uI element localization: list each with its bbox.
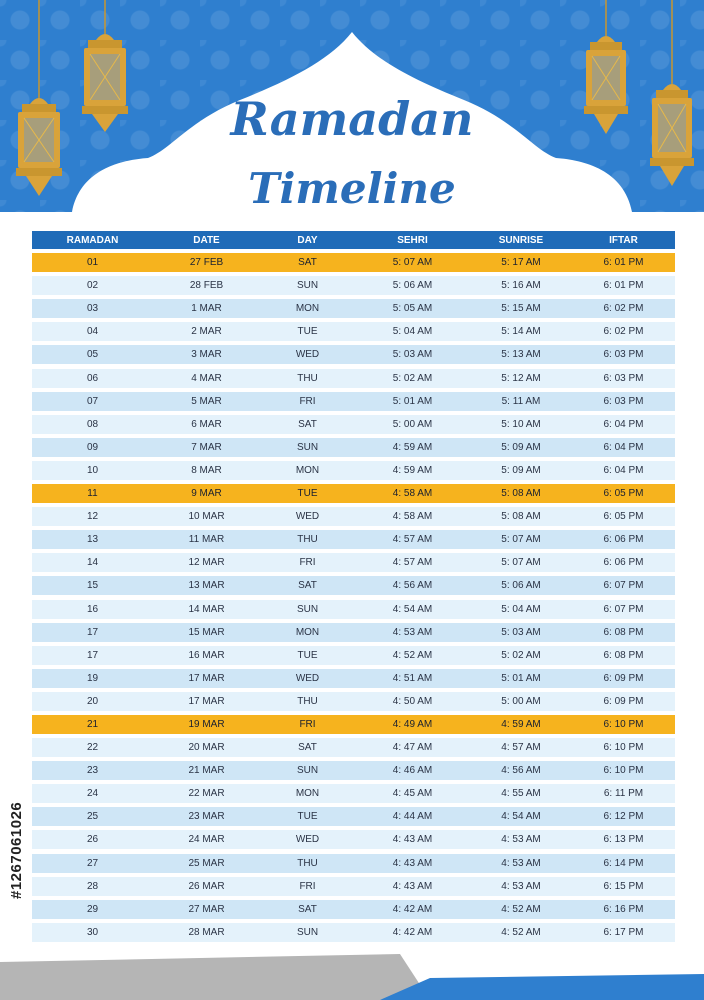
cell-day: SAT (298, 742, 317, 754)
title-line-1: Ramadan (230, 92, 474, 146)
table-row (32, 392, 675, 411)
cell-ramadan: 22 (86, 742, 99, 754)
cell-iftar: 6: 11 PM (603, 788, 644, 800)
cell-date: 14 MAR (188, 603, 225, 615)
cell-ramadan: 13 (86, 534, 99, 546)
cell-sunrise: 5: 02 AM (501, 649, 541, 661)
cell-iftar: 6: 05 PM (603, 511, 644, 523)
cell-day: THU (297, 695, 318, 707)
cell-date: 16 MAR (188, 649, 225, 661)
cell-sehri: 5: 00 AM (392, 418, 433, 430)
cell-sehri: 4: 58 AM (392, 488, 433, 500)
cell-sunrise: 5: 08 AM (501, 511, 541, 523)
cell-sehri: 4: 45 AM (392, 788, 433, 800)
cell-ramadan: 07 (86, 395, 99, 407)
cell-date: 25 MAR (188, 857, 225, 869)
table-row (32, 784, 675, 803)
cell-iftar: 6: 10 PM (603, 742, 644, 754)
cell-iftar: 6: 01 PM (603, 257, 644, 269)
table-row (32, 692, 675, 711)
cell-sunrise: 4: 53 AM (501, 857, 541, 869)
cell-date: 24 MAR (188, 834, 225, 846)
cell-day: WED (295, 834, 320, 846)
cell-sunrise: 4: 52 AM (501, 926, 541, 938)
cell-sehri: 4: 43 AM (392, 880, 433, 892)
cell-sunrise: 5: 04 AM (501, 603, 541, 615)
table-row (32, 761, 675, 780)
cell-iftar: 6: 02 PM (603, 303, 644, 315)
cell-sunrise: 5: 10 AM (501, 418, 541, 430)
cell-sunrise: 4: 55 AM (501, 788, 541, 800)
cell-day: THU (297, 372, 318, 384)
cell-ramadan: 24 (86, 788, 99, 800)
table-row (32, 530, 675, 549)
cell-iftar: 6: 08 PM (603, 626, 644, 638)
cell-sehri: 4: 46 AM (392, 765, 433, 777)
cell-day: THU (297, 857, 318, 869)
table-row-highlighted (32, 253, 675, 272)
cell-ramadan: 25 (86, 811, 99, 823)
table-row (32, 854, 675, 873)
cell-day: SUN (296, 603, 319, 615)
cell-date: 28 MAR (188, 926, 225, 938)
cell-ramadan: 17 (86, 626, 99, 638)
cell-sunrise: 5: 07 AM (501, 557, 541, 569)
cell-ramadan: 08 (86, 418, 99, 430)
cell-sunrise: 5: 14 AM (501, 326, 541, 338)
cell-sunrise: 4: 53 AM (501, 880, 541, 892)
table-row-highlighted (32, 484, 675, 503)
cell-sunrise: 4: 56 AM (501, 765, 541, 777)
cell-date: 27 FEB (189, 257, 224, 269)
cell-day: MON (295, 626, 320, 638)
cell-iftar: 6: 17 PM (603, 926, 644, 938)
cell-ramadan: 30 (86, 926, 99, 938)
cell-day: SAT (298, 257, 317, 269)
cell-sunrise: 5: 11 AM (501, 395, 541, 407)
cell-sehri: 4: 42 AM (392, 926, 433, 938)
cell-iftar: 6: 04 PM (603, 464, 644, 476)
table-row (32, 807, 675, 826)
header-sehri: SEHRI (397, 234, 428, 246)
header-ramadan: RAMADAN (66, 234, 119, 246)
cell-sunrise: 5: 06 AM (501, 580, 541, 592)
table-row (32, 276, 675, 295)
cell-date: 1 MAR (191, 303, 222, 315)
cell-iftar: 6: 03 PM (603, 349, 644, 361)
table-row (32, 438, 675, 457)
cell-date: 21 MAR (188, 765, 225, 777)
cell-sehri: 5: 01 AM (392, 395, 433, 407)
cell-sunrise: 5: 17 AM (501, 257, 541, 269)
cell-sunrise: 4: 59 AM (501, 718, 541, 730)
cell-date: 28 FEB (189, 280, 224, 292)
cell-sunrise: 5: 03 AM (501, 626, 541, 638)
cell-sehri: 5: 05 AM (392, 303, 433, 315)
cell-sunrise: 5: 15 AM (501, 303, 541, 315)
table-row (32, 669, 675, 688)
cell-ramadan: 02 (86, 280, 99, 292)
cell-ramadan: 01 (86, 257, 99, 269)
cell-sehri: 4: 54 AM (392, 603, 433, 615)
cell-sehri: 4: 42 AM (392, 903, 433, 915)
cell-day: SUN (296, 765, 319, 777)
cell-date: 9 MAR (191, 488, 222, 500)
table-body (32, 253, 675, 942)
cell-sehri: 4: 57 AM (392, 557, 433, 569)
cell-sehri: 4: 50 AM (392, 695, 433, 707)
header-sunrise: SUNRISE (498, 234, 544, 246)
cell-iftar: 6: 07 PM (603, 603, 644, 615)
cell-iftar: 6: 01 PM (603, 280, 644, 292)
cell-ramadan: 12 (86, 511, 99, 523)
cell-sehri: 4: 59 AM (392, 441, 433, 453)
cell-ramadan: 17 (86, 649, 99, 661)
cell-ramadan: 27 (86, 857, 99, 869)
table-row (32, 415, 675, 434)
cell-ramadan: 10 (86, 464, 99, 476)
cell-day: MON (295, 303, 320, 315)
cell-ramadan: 28 (86, 880, 99, 892)
header-iftar: IFTAR (609, 234, 638, 246)
table-row (32, 623, 675, 642)
cell-date: 3 MAR (191, 349, 222, 361)
cell-day: SUN (296, 280, 319, 292)
table-row (32, 646, 675, 665)
table-row (32, 461, 675, 480)
table-row (32, 345, 675, 364)
cell-sunrise: 4: 57 AM (501, 742, 541, 754)
cell-iftar: 6: 08 PM (603, 649, 644, 661)
cell-sehri: 5: 06 AM (392, 280, 433, 292)
cell-day: SAT (298, 580, 317, 592)
cell-sunrise: 5: 09 AM (501, 464, 541, 476)
ramadan-timetable (32, 231, 675, 942)
cell-ramadan: 23 (86, 765, 99, 777)
cell-sehri: 4: 57 AM (392, 534, 433, 546)
cell-day: TUE (297, 488, 318, 500)
table-row (32, 923, 675, 942)
cell-date: 5 MAR (191, 395, 222, 407)
cell-sehri: 4: 44 AM (392, 811, 433, 823)
cell-day: MON (295, 464, 320, 476)
cell-iftar: 6: 09 PM (603, 695, 644, 707)
cell-date: 15 MAR (188, 626, 225, 638)
cell-day: TUE (297, 326, 318, 338)
cell-date: 6 MAR (191, 418, 222, 430)
cell-sunrise: 5: 00 AM (501, 695, 541, 707)
cell-iftar: 6: 03 PM (603, 372, 644, 384)
watermark-id: #1267061026 (8, 801, 25, 899)
cell-sunrise: 5: 12 AM (501, 372, 541, 384)
cell-date: 10 MAR (188, 511, 225, 523)
cell-date: 11 MAR (188, 534, 225, 546)
cell-sunrise: 5: 07 AM (501, 534, 541, 546)
cell-day: FRI (299, 557, 316, 569)
table-row (32, 900, 675, 919)
cell-ramadan: 05 (86, 349, 99, 361)
cell-ramadan: 20 (86, 695, 99, 707)
cell-day: MON (295, 788, 320, 800)
cell-iftar: 6: 04 PM (603, 418, 644, 430)
table-row (32, 576, 675, 595)
cell-iftar: 6: 03 PM (603, 395, 644, 407)
cell-iftar: 6: 05 PM (603, 488, 644, 500)
table-row (32, 507, 675, 526)
cell-ramadan: 19 (86, 672, 99, 684)
cell-day: SAT (298, 903, 317, 915)
cell-day: FRI (299, 880, 316, 892)
cell-iftar: 6: 04 PM (603, 441, 644, 453)
cell-ramadan: 03 (86, 303, 99, 315)
cell-sunrise: 5: 08 AM (501, 488, 541, 500)
cell-day: SAT (298, 418, 317, 430)
cell-ramadan: 21 (86, 718, 99, 730)
cell-ramadan: 15 (86, 580, 99, 592)
cell-day: SUN (296, 926, 319, 938)
cell-sehri: 4: 43 AM (392, 834, 433, 846)
cell-sehri: 5: 02 AM (392, 372, 433, 384)
cell-sunrise: 5: 16 AM (501, 280, 541, 292)
cell-date: 13 MAR (188, 580, 225, 592)
cell-iftar: 6: 15 PM (603, 880, 644, 892)
cell-ramadan: 06 (86, 372, 99, 384)
cell-ramadan: 29 (86, 903, 99, 915)
cell-iftar: 6: 02 PM (603, 326, 644, 338)
cell-sehri: 5: 03 AM (392, 349, 433, 361)
cell-day: TUE (297, 649, 318, 661)
cell-ramadan: 09 (86, 441, 99, 453)
header-date: DATE (193, 234, 220, 246)
table-row (32, 322, 675, 341)
cell-sehri: 4: 47 AM (392, 742, 433, 754)
footer-band (0, 940, 704, 1000)
cell-date: 8 MAR (191, 464, 222, 476)
cell-sunrise: 5: 13 AM (501, 349, 541, 361)
cell-sunrise: 4: 52 AM (501, 903, 541, 915)
cell-sunrise: 5: 01 AM (501, 672, 541, 684)
cell-date: 22 MAR (188, 788, 225, 800)
cell-sehri: 4: 58 AM (392, 511, 433, 523)
table-row (32, 877, 675, 896)
cell-day: FRI (299, 395, 316, 407)
cell-date: 7 MAR (191, 441, 222, 453)
table-row (32, 299, 675, 318)
cell-iftar: 6: 16 PM (603, 903, 644, 915)
cell-sunrise: 5: 09 AM (501, 441, 541, 453)
table-header (32, 231, 675, 249)
cell-date: 17 MAR (188, 672, 225, 684)
cell-ramadan: 16 (86, 603, 99, 615)
cell-day: WED (295, 672, 320, 684)
cell-day: TUE (297, 811, 318, 823)
cell-ramadan: 11 (87, 488, 98, 500)
cell-date: 27 MAR (188, 903, 225, 915)
cell-day: THU (297, 534, 318, 546)
table-row (32, 830, 675, 849)
cell-date: 2 MAR (191, 326, 222, 338)
cell-iftar: 6: 06 PM (603, 534, 644, 546)
cell-iftar: 6: 14 PM (603, 857, 644, 869)
table-row (32, 600, 675, 619)
table-row (32, 553, 675, 572)
cell-date: 23 MAR (188, 811, 225, 823)
cell-date: 19 MAR (188, 718, 225, 730)
cell-date: 17 MAR (188, 695, 225, 707)
cell-sehri: 4: 52 AM (392, 649, 433, 661)
table-row (32, 369, 675, 388)
cell-sehri: 4: 49 AM (392, 718, 433, 730)
table-row (32, 738, 675, 757)
cell-sehri: 4: 53 AM (392, 626, 433, 638)
cell-day: FRI (299, 718, 316, 730)
cell-sehri: 4: 56 AM (392, 580, 433, 592)
cell-sehri: 5: 07 AM (392, 257, 433, 269)
cell-sehri: 4: 59 AM (392, 464, 433, 476)
cell-ramadan: 14 (86, 557, 99, 569)
cell-ramadan: 26 (86, 834, 99, 846)
cell-date: 12 MAR (188, 557, 225, 569)
cell-date: 20 MAR (188, 742, 225, 754)
cell-sunrise: 4: 54 AM (501, 811, 541, 823)
cell-iftar: 6: 10 PM (603, 718, 644, 730)
cell-date: 4 MAR (191, 372, 222, 384)
cell-iftar: 6: 06 PM (603, 557, 644, 569)
cell-sunrise: 4: 53 AM (501, 834, 541, 846)
cell-sehri: 5: 04 AM (392, 326, 433, 338)
cell-day: WED (295, 511, 320, 523)
cell-iftar: 6: 09 PM (603, 672, 644, 684)
cell-day: WED (295, 349, 320, 361)
cell-date: 26 MAR (188, 880, 225, 892)
cell-iftar: 6: 10 PM (603, 765, 644, 777)
header-day: DAY (297, 234, 318, 246)
cell-iftar: 6: 13 PM (603, 834, 644, 846)
title-line-2: Timeline (248, 164, 456, 213)
cell-day: SUN (296, 441, 319, 453)
cell-ramadan: 04 (86, 326, 99, 338)
cell-iftar: 6: 07 PM (603, 580, 644, 592)
table-row-highlighted (32, 715, 675, 734)
cell-sehri: 4: 51 AM (392, 672, 433, 684)
cell-iftar: 6: 12 PM (603, 811, 644, 823)
cell-sehri: 4: 43 AM (392, 857, 433, 869)
